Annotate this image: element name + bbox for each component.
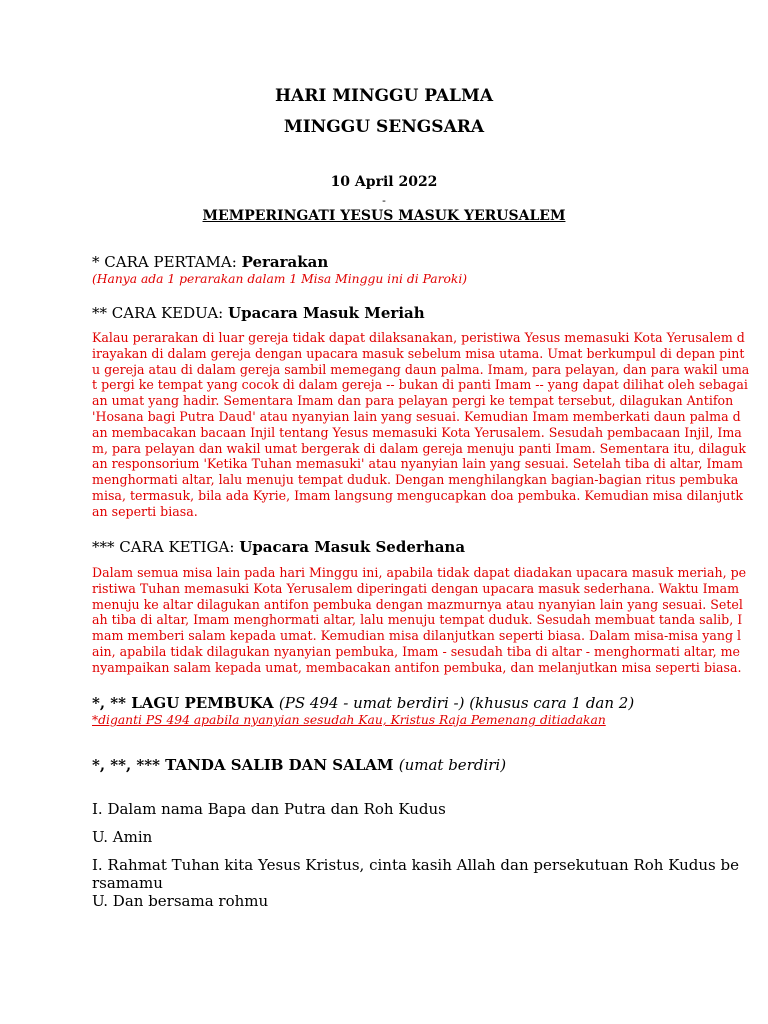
- section-title: MEMPERINGATI YESUS MASUK YERUSALEM: [202, 208, 566, 224]
- paragraph-line: mam memberi salam kepada umat. Kemudian misa dilanjutkan seperti biasa. Dalam misa-misa yang l: [92, 628, 742, 644]
- paragraph-line: an responsorium 'Ketika Tuhan memasuki' atau nyanyian lain yang sesuai. Setelah tiba di altar, Imam: [92, 456, 743, 472]
- page-title: HARI MINGGU PALMA: [274, 86, 494, 106]
- date-label: 10 April 2022: [330, 174, 438, 190]
- cara-ketiga-prefix: *** CARA KETIGA:: [92, 538, 240, 556]
- lagu-pembuka-detail: (PS 494 - umat berdiri -) (khusus cara 1 dan 2): [278, 694, 635, 712]
- cara-pertama-prefix: * CARA PERTAMA:: [92, 253, 242, 271]
- cara-ketiga-heading: [92, 538, 676, 556]
- cara-kedua-heading: [92, 304, 676, 322]
- paragraph-line: an seperti biasa.: [92, 503, 198, 519]
- dialog-line: I. Rahmat Tuhan kita Yesus Kristus, cinta kasih Allah dan persekutuan Roh Kudus be: [92, 856, 739, 874]
- paragraph-line: ristiwa Tuhan memasuki Kota Yerusalem diperingati dengan upacara masuk sederhana. Waktu Imam: [92, 580, 740, 596]
- dialog-line: U. Amin: [92, 828, 153, 846]
- paragraph-line: menghormati altar, lalu menuju tempat duduk. Dengan menghilangkan bagian-bagian ritus pembuka: [92, 472, 739, 488]
- lagu-pembuka-note: *diganti PS 494 apabila nyanyian sesudah Kau, Kristus Raja Pemenang ditiadakan: [92, 713, 606, 727]
- cara-pertama-note: (Hanya ada 1 perarakan dalam 1 Misa Minggu ini di Paroki): [92, 272, 468, 286]
- paragraph-line: m, para pelayan dan wakil umat bergerak di dalam gereja menuju panti Imam. Sementara itu, dilaguk: [92, 440, 746, 456]
- paragraph-line: Dalam semua misa lain pada hari Minggu ini, apabila tidak dapat diadakan upacara masuk meriah, pe: [92, 565, 747, 580]
- cara-pertama-heading: [92, 253, 676, 271]
- lagu-pembuka-label: *, ** LAGU PEMBUKA: [92, 694, 279, 712]
- paragraph-line: an umat yang hadir. Sementara Imam dan para pelayan pergi ke tempat tersebut, dilagukan Antifon: [92, 393, 734, 409]
- paragraph-line: irayakan di dalam gereja dengan upacara masuk sebelum misa utama. Umat berkumpul di depan pint: [92, 345, 745, 361]
- paragraph-line: menuju ke altar dilagukan antifon pembuka dengan mazmurnya atau nyanyian lain yang sesuai. Setel: [92, 596, 743, 612]
- dash-mark: -: [382, 194, 386, 207]
- paragraph-line: 'Hosana bagi Putra Daud' atau nyanyian lain yang sesuai. Kemudian Imam memberkati daun palma d: [92, 408, 741, 424]
- paragraph-line: misa, termasuk, bila ada Kyrie, Imam langsung mengucapkan doa pembuka. Kemudian misa dilanjutk: [92, 487, 744, 503]
- cara-ketiga-paragraph: [92, 565, 747, 676]
- cara-pertama-label: Perarakan: [241, 253, 329, 271]
- paragraph-line: Kalau perarakan di luar gereja tidak dapat dilaksanakan, peristiwa Yesus memasuki Kota Yerusalem d: [92, 330, 745, 345]
- paragraph-line: u gereja atau di dalam gereja sambil memegang daun palma. Imam, para pelayan, dan para wakil uma: [92, 361, 750, 377]
- paragraph-line: ah tiba di altar, Imam menghormati altar, lalu menuju tempat duduk. Sesudah membuat tanda salib, I: [92, 612, 743, 628]
- cara-ketiga-label: Upacara Masuk Sederhana: [239, 538, 466, 556]
- cara-kedua-prefix: ** CARA KEDUA:: [92, 304, 228, 322]
- cara-kedua-label: Upacara Masuk Meriah: [228, 304, 425, 322]
- tanda-salib-heading: [92, 756, 506, 774]
- paragraph-line: an membacakan bacaan Injil tentang Yesus memasuki Kota Yerusalem. Sesudah pembacaan Injil, Ima: [92, 424, 742, 440]
- dialog-line: U. Dan bersama rohmu: [92, 892, 269, 910]
- paragraph-line: ain, apabila tidak dilagukan nyanyian pembuka, Imam - sesudah tiba di altar - menghormati altar, me: [92, 643, 740, 659]
- dialog-line: rsamamu: [92, 874, 163, 892]
- cara-kedua-paragraph: [92, 330, 750, 520]
- dialog-line: I. Dalam nama Bapa dan Putra dan Roh Kudus: [92, 800, 446, 818]
- tanda-salib-label: *, **, *** TANDA SALIB DAN SALAM: [92, 756, 399, 774]
- page-subtitle: MINGGU SENGSARA: [283, 117, 485, 137]
- tanda-salib-detail: (umat berdiri): [398, 756, 507, 774]
- lagu-pembuka-heading: [92, 694, 676, 712]
- paragraph-line: t pergi ke tempat yang cocok di dalam gereja -- bukan di panti Imam -- yang dapat dilihat oleh sebagai: [92, 377, 748, 393]
- paragraph-line: nyampaikan salam kepada umat, membacakan antifon pembuka, dan melanjutkan misa seperti biasa.: [92, 659, 742, 675]
